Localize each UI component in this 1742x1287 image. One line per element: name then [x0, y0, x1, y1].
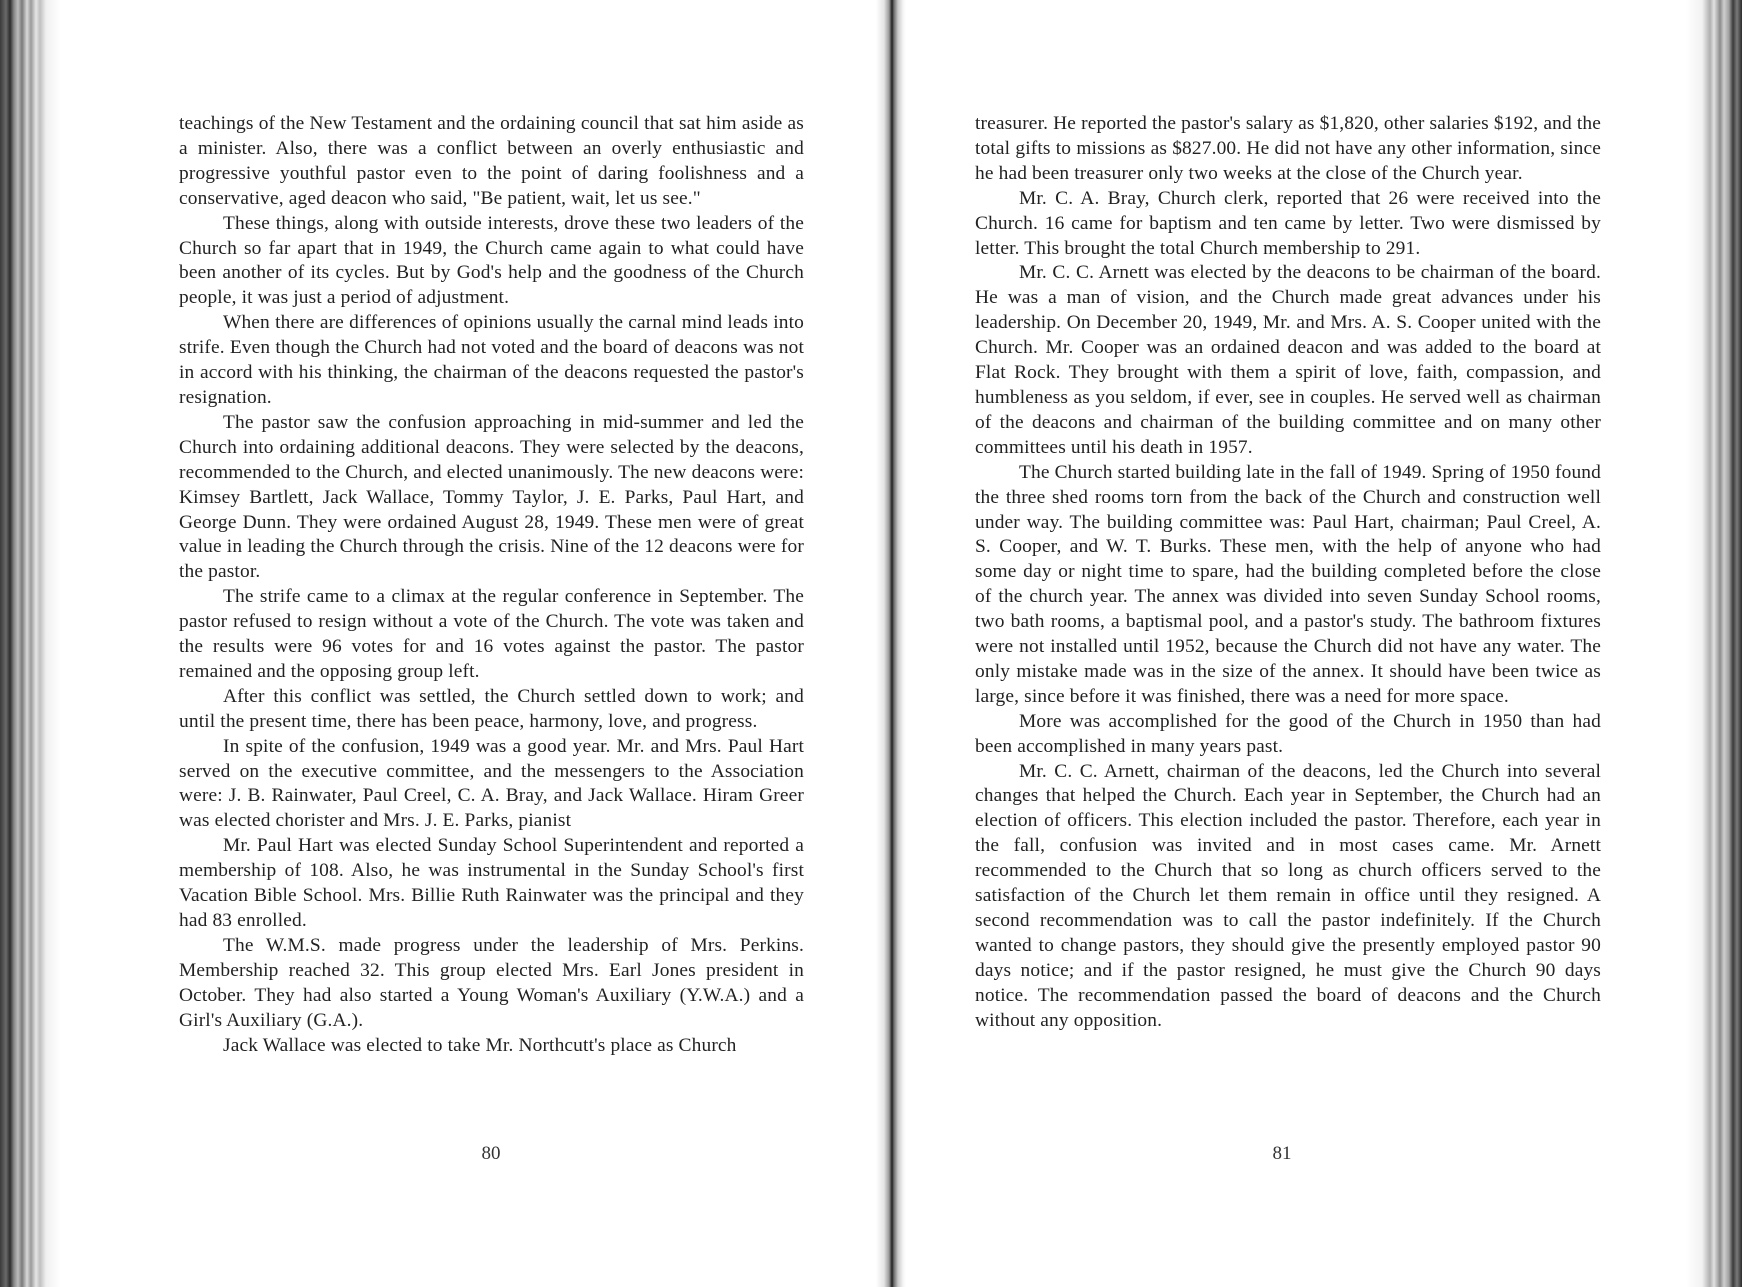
left-paragraph-6: After this conflict was settled, the Church settled down to work; and until the present time, there has been peace, harmony, love, and progress.: [179, 685, 804, 732]
book-right-edge: [1686, 0, 1742, 1287]
right-paragraph-5: More was accomplished for the good of the Church in 1950 than had been accomplished in many years past.: [975, 710, 1601, 757]
right-paragraph-6: Mr. C. C. Arnett, chairman of the deacons, led the Church into several changes that helped the Church. Each year in September, the Church had an election of officers. This election included the pastor. Therefore, each year in the fall, confusion was invited and in most cases came. Mr. Arnett recommended to the Church that so long as church officers served to the satisfaction of the Church let them remain in office until they resigned. A second recommendation was to call the pastor indefinitely. If the Church wanted to change pastors, they should give the presently employed pastor 90 days notice; and if the pastor resigned, he must give the Church 90 days notice. The recommendation passed the board of deacons and the Church without any opposition.: [975, 760, 1601, 1031]
left-paragraph-5: The strife came to a climax at the regular conference in September. The pastor refused to resign without a vote of the Church. The vote was taken and the results were 96 votes for and 16 votes against the pastor. The pastor remained and the opposing group left.: [179, 586, 804, 682]
right-paragraph-3: Mr. C. C. Arnett was elected by the deacons to be chairman of the board. He was a man of vision, and the Church made great advances under his leadership. On December 20, 1949, Mr. and Mrs. A. S. Cooper united with the Church. Mr. Cooper was an ordained deacon and was added to the board at Flat Rock. They brought with them a spirit of love, faith, compassion, and humbleness as you seldom, if ever, see in couples. He served well as chairman of the deacons and chairman of the building committee and on many other committees until his death in 1957.: [975, 262, 1601, 458]
right-page-number: 81: [1272, 1143, 1292, 1164]
left-paragraph-4: The pastor saw the confusion approaching in mid-summer and led the Church into ordaining additional deacons. They were selected by the deacons, recommended to the Church, and elected unanimously. The new deacons were: Kimsey Bartlett, Jack Wallace, Tommy Taylor, J. E. Parks, Paul Hart, and George Dunn. They were ordained August 28, 1949. These men were of great value in leading the Church through the crisis. Nine of the 12 deacons were for the pastor.: [179, 411, 804, 583]
right-paragraph-4: The Church started building late in the fall of 1949. Spring of 1950 found the three shed rooms torn from the back of the Church and construction well under way. The building committee was: Paul Hart, chairman; Paul Creel, A. S. Cooper, and W. T. Burks. These men, with the help of anyone who had some day or night time to spare, had the building completed before the close of the church year. The annex was divided into seven Sunday School rooms, two bath rooms, a baptismal pool, and a pastor's study. The bathroom fixtures were not installed until 1952, because the Church did not have any water. The only mistake made was in the size of the annex. It should have been twice as large, since before it was finished, there was a need for more space.: [975, 461, 1601, 707]
left-paragraph-7: In spite of the confusion, 1949 was a good year. Mr. and Mrs. Paul Hart served on the executive committee, and the messengers to the Association were: J. B. Rainwater, Paul Creel, C. A. Bray, and Jack Wallace. Hiram Greer was elected chorister and Mrs. J. E. Parks, pianist: [179, 735, 804, 832]
left-page-number: 80: [481, 1143, 501, 1164]
left-paragraph-2: These things, along with outside interests, drove these two leaders of the Church so far apart that in 1949, the Church came again to what could have been another of its cycles. But by God's help and the goodness of the Church people, it was just a period of adjustment.: [179, 212, 804, 309]
book-gutter: [876, 0, 906, 1287]
right-paragraph-1: treasurer. He reported the pastor's salary as $1,820, other salaries $192, and the total gifts to missions as $827.00. He did not have any other information, since he had been treasurer only two weeks at the close of the Church year.: [975, 113, 1601, 184]
right-paragraph-2: Mr. C. A. Bray, Church clerk, reported that 26 were received into the Church. 16 came for baptism and ten came by letter. Two were dismissed by letter. This brought the total Church membership to 291.: [975, 187, 1601, 259]
left-paragraph-9: The W.M.S. made progress under the leadership of Mrs. Perkins. Membership reached 32. This group elected Mrs. Earl Jones president in October. They had also started a Young Woman's Auxiliary (Y.W.A.) and a Girl's Auxiliary (G.A.).: [179, 934, 804, 1031]
left-paragraph-10: Jack Wallace was elected to take Mr. Northcutt's place as Church: [223, 1034, 737, 1056]
left-paragraph-1: teachings of the New Testament and the ordaining council that sat him aside as a minister. Also, there was a conflict between an overly enthusiastic and progressive youthful pastor even to the point of daring foolishness and a conservative, aged deacon who said, "Be patient, wait, let us see.": [179, 113, 804, 209]
book-left-edge: [0, 0, 60, 1287]
right-page-text: [975, 112, 1601, 1034]
left-paragraph-8: Mr. Paul Hart was elected Sunday School Superintendent and reported a membership of 108. Also, he was instrumental in the Sunday School's first Vacation Bible School. Mrs. Billie Ruth Rainwater was the principal and they had 83 enrolled.: [179, 835, 804, 931]
left-paragraph-3: When there are differences of opinions usually the carnal mind leads into strife. Even though the Church had not voted and the board of deacons was not in accord with his thinking, the chairman of the deacons requested the pastor's resignation.: [179, 312, 804, 408]
left-page-text: [179, 112, 804, 1058]
